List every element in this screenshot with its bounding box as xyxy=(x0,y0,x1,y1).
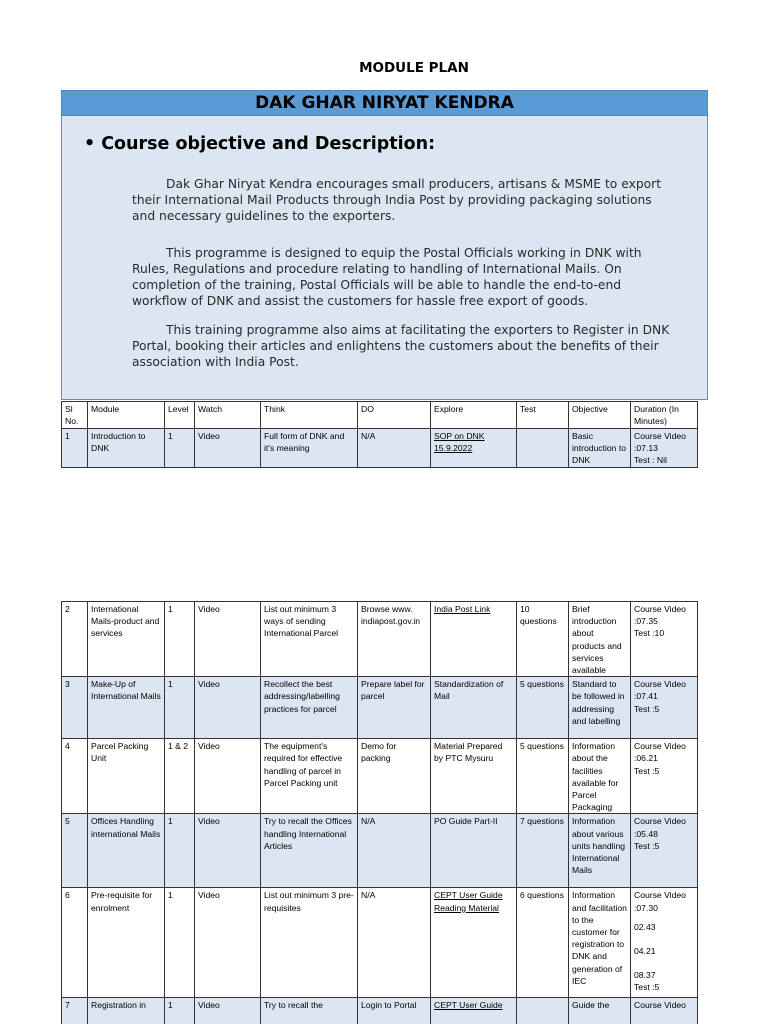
objective-heading-text: Course objective and Description: xyxy=(101,134,436,154)
cell-duration xyxy=(631,429,698,468)
cell-level: 1 xyxy=(165,814,195,888)
cell-watch: Video xyxy=(195,429,261,468)
cell-duration xyxy=(631,998,698,1024)
description-paragraph-2 xyxy=(132,245,696,309)
table-header-row xyxy=(62,402,698,429)
duration-line: Course Video :07.35 xyxy=(634,604,686,627)
table-row xyxy=(62,998,698,1024)
paragraph-line: completion of the training, Postal Officials will be able to handle the end-to-end xyxy=(132,278,622,292)
duration-line: Test :5 xyxy=(634,765,660,776)
duration-line: 02.43 xyxy=(634,921,656,932)
cell-level: 1 xyxy=(165,888,195,998)
description-box xyxy=(61,116,708,400)
cell-sl: 1 xyxy=(62,429,88,468)
duration-line: Course Video :07.13 xyxy=(634,431,686,454)
header-cell: Sl No. xyxy=(62,402,88,429)
paragraph-line: association with India Post. xyxy=(132,355,299,369)
paragraph-line: their International Mail Products through India Post by providing packaging solutions xyxy=(132,193,652,207)
cell-think: The equipment's required for effective handling of parcel in Parcel Packing unit xyxy=(261,739,358,814)
cell-level: 1 xyxy=(165,998,195,1024)
cell-module: International Mails-product and services xyxy=(88,602,165,677)
cell-sl: 5 xyxy=(62,814,88,888)
header-cell: Explore xyxy=(431,402,517,429)
cell-module: Make-Up of International Mails xyxy=(88,677,165,739)
cell-watch: Video xyxy=(195,888,261,998)
cept-user-guide-link[interactable]: CEPT User Guide Reading Material xyxy=(431,888,517,998)
table-row xyxy=(62,677,698,739)
cell-think: Full form of DNK and it's meaning xyxy=(261,429,358,468)
cell-think: List out minimum 3 ways of sending International Parcel xyxy=(261,602,358,677)
cell-test xyxy=(517,998,569,1024)
cell-do: Login to Portal xyxy=(358,998,431,1024)
cell-objective: Information about various units handling International Mails xyxy=(569,814,631,888)
duration-line: Course Video :07.30 xyxy=(634,890,686,913)
cell-explore: PO Guide Part-II xyxy=(431,814,517,888)
duration-line: Course Video xyxy=(634,1000,686,1011)
description-paragraph-3 xyxy=(132,322,696,370)
sop-link[interactable]: SOP on DNK 15.9.2022 xyxy=(431,429,517,468)
cell-do: Browse www. indiapost.gov.in xyxy=(358,602,431,677)
cell-objective: Basic introduction to DNK xyxy=(569,429,631,468)
cell-module: Registration in xyxy=(88,998,165,1024)
table-row xyxy=(62,888,698,998)
cell-sl: 3 xyxy=(62,677,88,739)
cell-sl: 7 xyxy=(62,998,88,1024)
cell-test xyxy=(517,429,569,468)
cell-think: Try to recall the xyxy=(261,998,358,1024)
cell-test: 6 questions xyxy=(517,888,569,998)
cell-module: Offices Handling international Mails xyxy=(88,814,165,888)
cell-think: Recollect the best addressing/labelling practices for parcel xyxy=(261,677,358,739)
bullet-icon: • xyxy=(84,134,96,154)
cell-do: N/A xyxy=(358,888,431,998)
cell-objective: Information about the facilities available for Parcel Packaging xyxy=(569,739,631,814)
cell-level: 1 xyxy=(165,429,195,468)
paragraph-line: Portal, booking their articles and enlightens the customers about the benefits of their xyxy=(132,339,659,353)
cell-explore: Standardization of Mail xyxy=(431,677,517,739)
cell-module: Parcel Packing Unit xyxy=(88,739,165,814)
cell-module: Introduction to DNK xyxy=(88,429,165,468)
duration-line: Course Video :05.48 xyxy=(634,816,686,839)
cell-duration xyxy=(631,888,698,998)
duration-line: Test :5 xyxy=(634,982,660,993)
paragraph-line: Dak Ghar Niryat Kendra encourages small producers, artisans & MSME to export xyxy=(166,177,662,191)
cell-objective: Information and facilitation to the customer for registration to DNK and generation of IEC xyxy=(569,888,631,998)
cell-do: Prepare label for parcel xyxy=(358,677,431,739)
duration-line: Course Video :07.41 xyxy=(634,679,686,702)
header-cell: Test xyxy=(517,402,569,429)
cell-think: Try to recall the Offices handling International Articles xyxy=(261,814,358,888)
header-cell: Objective xyxy=(569,402,631,429)
cell-watch: Video xyxy=(195,602,261,677)
objective-heading xyxy=(84,134,435,154)
paragraph-line: This training programme also aims at facilitating the exporters to Register in DNK xyxy=(166,323,670,337)
header-cell: Watch xyxy=(195,402,261,429)
cell-do: N/A xyxy=(358,429,431,468)
cell-test: 10 questions xyxy=(517,602,569,677)
header-cell: Duration (In Minutes) xyxy=(631,402,698,429)
cell-sl: 2 xyxy=(62,602,88,677)
page-title: MODULE PLAN xyxy=(359,60,469,76)
cept-user-guide-link[interactable]: CEPT User Guide xyxy=(431,998,517,1024)
cell-duration xyxy=(631,677,698,739)
india-post-link[interactable]: India Post Link xyxy=(431,602,517,677)
duration-line: Test : Nil xyxy=(634,455,667,466)
cell-do: N/A xyxy=(358,814,431,888)
cell-duration xyxy=(631,739,698,814)
duration-line: Test :5 xyxy=(634,703,660,714)
duration-line: 04.21 xyxy=(634,946,656,957)
cell-watch: Video xyxy=(195,814,261,888)
paragraph-line: workflow of DNK and assist the customers for hassle free export of goods. xyxy=(132,294,589,308)
cell-objective: Standard to be followed in addressing and labelling xyxy=(569,677,631,739)
table-row xyxy=(62,429,698,468)
header-cell: Level xyxy=(165,402,195,429)
header-cell: Module xyxy=(88,402,165,429)
cell-think: List out minimum 3 pre-requisites xyxy=(261,888,358,998)
cell-module: Pre-requisite for enrolment xyxy=(88,888,165,998)
cell-do: Demo for packing xyxy=(358,739,431,814)
cell-sl: 6 xyxy=(62,888,88,998)
cell-level: 1 xyxy=(165,677,195,739)
duration-line: Test :10 xyxy=(634,628,665,639)
kendra-banner: DAK GHAR NIRYAT KENDRA xyxy=(61,90,708,116)
duration-line: Test :5 xyxy=(634,840,660,851)
cell-test: 5 questions xyxy=(517,677,569,739)
table-row xyxy=(62,814,698,888)
cell-duration xyxy=(631,602,698,677)
cell-level: 1 xyxy=(165,602,195,677)
table-row xyxy=(62,602,698,677)
module-table-part-2 xyxy=(61,601,698,1024)
cell-test: 7 questions xyxy=(517,814,569,888)
header-cell: DO xyxy=(358,402,431,429)
duration-line: Course Video :06.21 xyxy=(634,741,686,764)
description-paragraph-1 xyxy=(132,176,696,224)
paragraph-line: Rules, Regulations and procedure relating to handling of International Mails. On xyxy=(132,262,622,276)
cell-explore: Material Prepared by PTC Mysuru xyxy=(431,739,517,814)
cell-objective: Guide the xyxy=(569,998,631,1024)
duration-line: 08.37 xyxy=(634,970,656,981)
cell-watch: Video xyxy=(195,998,261,1024)
cell-duration xyxy=(631,814,698,888)
cell-watch: Video xyxy=(195,739,261,814)
cell-test: 5 questions xyxy=(517,739,569,814)
module-table-part-1 xyxy=(61,401,698,468)
header-cell: Think xyxy=(261,402,358,429)
cell-sl: 4 xyxy=(62,739,88,814)
cell-objective: Brief introduction about products and services available xyxy=(569,602,631,677)
paragraph-line: and necessary guidelines to the exporters. xyxy=(132,209,396,223)
paragraph-line: This programme is designed to equip the Postal Officials working in DNK with xyxy=(166,246,642,260)
table-row xyxy=(62,739,698,814)
cell-level: 1 & 2 xyxy=(165,739,195,814)
cell-watch: Video xyxy=(195,677,261,739)
